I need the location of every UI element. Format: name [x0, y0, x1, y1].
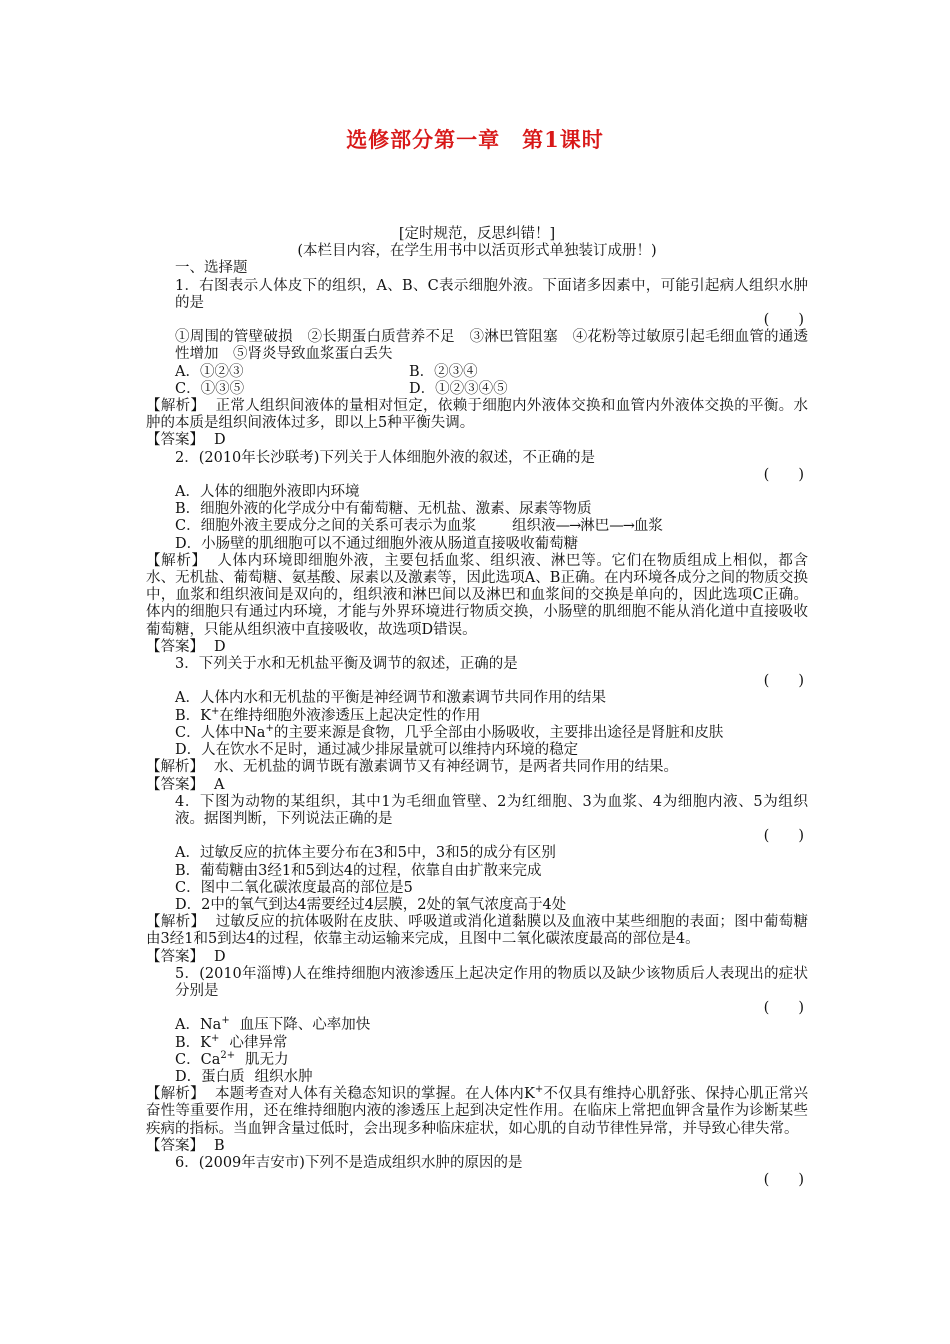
option-c: C．细胞外液主要成分之间的关系可表示为血浆 组织液—→淋巴—→血浆 [175, 518, 663, 535]
option-b: B．K+在维持细胞外液渗透压上起决定性的作用 [175, 705, 481, 724]
question-5-stem: 5．(2010年淄博)人在维持细胞内液渗透压上起决定作用的物质以及缺少该物质后人表现出的症状分别是 [175, 965, 808, 999]
analysis-label: 【解析】 [146, 759, 204, 776]
question-1-stem: 1．右图表示人体皮下的组织，A、B、C表示细胞外液。下面诸多因素中，可能引起病人组织水肿的是 [175, 277, 808, 311]
answer-blank: ( ) [763, 1172, 804, 1189]
option-d: D．人在饮水不足时，通过减少排尿量就可以维持内环境的稳定 [175, 742, 579, 759]
option-a: A．人体内水和无机盐的平衡是神经调节和激素调节共同作用的结果 [175, 690, 606, 707]
analysis-label: 【解析】 [146, 914, 206, 931]
question-2-stem: 2．(2010年长沙联考)下列关于人体细胞外液的叙述，不正确的是 [175, 449, 595, 466]
question-1-items: ①周围的管壁破损 ②长期蛋白质营养不足 ③淋巴管阻塞 ④花粉等过敏原引起毛细血管的通透性增加 ⑤肾炎导致血浆蛋白丢失 [175, 329, 808, 363]
option-c: C．$Ca^{2+}$ 肌无力 [175, 1049, 289, 1068]
option-b: B．②③④ [409, 363, 478, 380]
answer-label: 【答案】 [146, 948, 204, 965]
answer-label: 【答案】 [146, 776, 204, 793]
option-a: A．Na+ 血压下降、心率加快 [175, 1015, 371, 1034]
answer-blank: ( ) [763, 1000, 804, 1017]
page-title: 选修部分第一章 第1课时 [346, 127, 604, 152]
option-d: D．2中的氧气到达4需要经过4层膜，2处的氧气浓度高于4处 [175, 896, 567, 913]
header-line-2: (本栏目内容，在学生用书中以活页形式单独装订成册！) [297, 243, 657, 260]
option-a: A．过敏反应的抗体主要分布在3和5中，3和5的成分有区别 [175, 845, 556, 862]
answer-label: 【答案】 [146, 432, 204, 449]
question-1-options-ab [146, 364, 808, 381]
header-line-1: [定时规范，反思纠错！] [398, 226, 556, 242]
question-4-stem: 4．下图为动物的某组织，其中1为毛细血管壁、2为红细胞、3为血浆、4为细胞内液、5为组织液。据图判断，下列说法正确的是 [175, 793, 808, 827]
question-2-answer: 【答案】 D [146, 638, 226, 655]
option-d: D．蛋白质 组织水肿 [175, 1068, 313, 1085]
answer-blank: ( ) [763, 312, 804, 329]
question-1-options-cd [146, 381, 808, 398]
option-c: C．人体中Na+的主要来源是食物，几乎全部由小肠吸收，主要排出途径是肾脏和皮肤 [175, 723, 724, 741]
analysis-label: 【解析】 [146, 552, 207, 569]
answer-label: 【答案】 [146, 1137, 204, 1154]
option-a: A．①②③ [175, 363, 244, 380]
question-3-analysis: 【解析】 水、无机盐的调节既有激素调节又有神经调节，是两者共同作用的结果。 [146, 759, 678, 776]
answer-blank: ( ) [763, 673, 804, 690]
question-5-answer: 【答案】 B [146, 1137, 225, 1154]
question-4-analysis: 【解析】 过敏反应的抗体吸附在皮肤、呼吸道或消化道黏膜以及血液中某些细胞的表面；图中葡萄糖由3经1和5到达4的过程，依靠主动运输来完成，且图中二氧化碳浓度最高的部位是4。 [146, 914, 809, 948]
answer-blank: ( ) [763, 828, 804, 845]
question-2-analysis: 【解析】 人体内环境即细胞外液，主要包括血浆、组织液、淋巴等。它们在物质组成上相似，都含水、无机盐、葡萄糖、氨基酸、尿素以及激素等，因此选项A、B正确。在内环境各成分之间的物质交换中，血浆和组织液间是双向的，组织液和淋巴间以及淋巴和血浆间的交换是单向的，因此选项C正确。体内的细胞只有通过内环境，才能与外界环境进行物质交换，小肠壁的肌细胞不能从消化道中直接吸收葡萄糖，只能从组织液中直接吸收，故选项D错误。 [146, 552, 809, 638]
question-5-analysis: 【解析】 本题考查对人体有关稳态知识的掌握。在人体内K+不仅具有维持心肌舒张、保持心肌正常兴奋性等重要作用，还在维持细胞内液的渗透压上起到决定性作用。在临床上常把血钾含量作为诊断某些疾病的指标。当血钾含量过低时，会出现多种临床症状，如心肌的自动节律性异常，并导致心律失常。 [146, 1084, 808, 1137]
analysis-label: 【解析】 [146, 1086, 205, 1103]
option-c: C．①③⑤ [175, 380, 245, 397]
section-heading: 一、选择题 [175, 260, 248, 277]
question-1-analysis: 【解析】 正常人组织间液体的量相对恒定，依赖于细胞内外液体交换和血管内外液体交换的平衡。水肿的本质是组织间液体过多，即以上5种平衡失调。 [146, 398, 809, 432]
option-c: C．图中二氧化碳浓度最高的部位是5 [175, 879, 413, 896]
option-d: D．小肠壁的肌细胞可以不通过细胞外液从肠道直接吸收葡萄糖 [175, 535, 579, 552]
question-1-answer: 【答案】 D [146, 432, 226, 449]
document-body [146, 226, 808, 1189]
question-4-answer: 【答案】 D [146, 948, 226, 965]
question-6-stem: 6．(2009年吉安市)下列不是造成组织水肿的原因的是 [175, 1154, 523, 1171]
option-d: D．①②③④⑤ [409, 380, 508, 397]
option-b: B．细胞外液的化学成分中有葡萄糖、无机盐、激素、尿素等物质 [175, 501, 592, 518]
analysis-label: 【解析】 [146, 398, 206, 415]
question-3-answer: 【答案】 A [146, 776, 225, 793]
question-3-stem: 3．下列关于水和无机盐平衡及调节的叙述，正确的是 [175, 656, 518, 673]
answer-label: 【答案】 [146, 638, 204, 655]
option-a: A．人体的细胞外液即内环境 [175, 484, 360, 501]
answer-blank: ( ) [763, 466, 804, 483]
option-b: B．葡萄糖由3经1和5到达4的过程，依靠自由扩散来完成 [175, 862, 542, 879]
option-b: B．K+ 心律异常 [175, 1032, 288, 1051]
